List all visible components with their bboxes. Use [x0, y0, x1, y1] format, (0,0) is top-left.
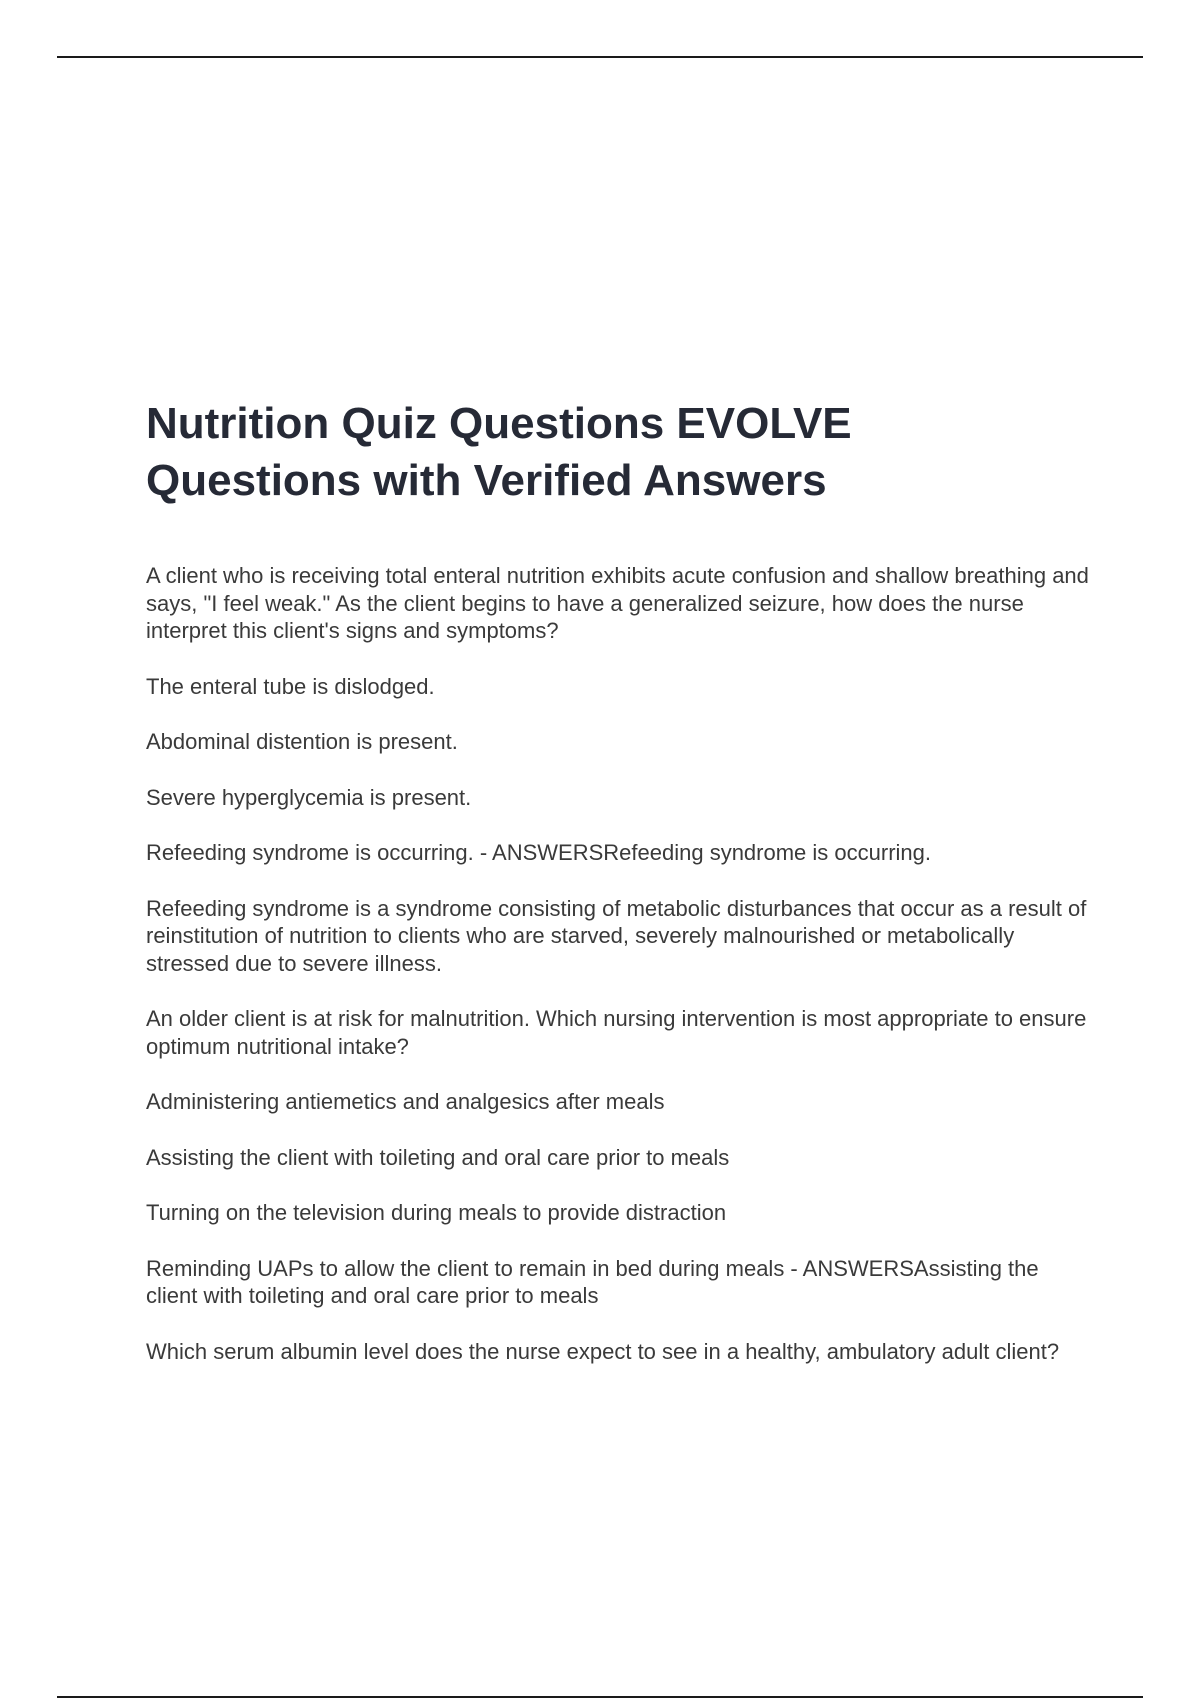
- document-title: [146, 395, 1096, 509]
- question-1-option-a: The enteral tube is dislodged.: [146, 673, 435, 699]
- bottom-rule: [57, 1696, 1143, 1698]
- question-2-option-d-answer: Reminding UAPs to allow the client to remain in bed during meals - ANSWERSAssisting the client with toileting and oral care prior to meals: [146, 1255, 1039, 1308]
- question-2-option-c: Turning on the television during meals to provide distraction: [146, 1200, 727, 1225]
- question-1-stem: A client who is receiving total enteral nutrition exhibits acute confusion and shallow breathing and says, "I feel weak." As the client begins to have a generalized seizure, how does the nurse interpret this client's signs and symptoms?: [146, 563, 1089, 643]
- document-body: [146, 395, 1096, 1393]
- question-list: [146, 562, 1096, 1365]
- question-1-rationale: Refeeding syndrome is a syndrome consisting of metabolic disturbances that occur as a result of reinstitution of nutrition to clients who are starved, severely malnourished or metabolically stressed due to severe illness.: [146, 895, 1087, 976]
- top-rule: [57, 56, 1143, 58]
- question-2-option-b: Assisting the client with toileting and oral care prior to meals: [146, 1144, 730, 1170]
- question-2-stem: An older client is at risk for malnutrition. Which nursing intervention is most appropriate to ensure optimum nutritional intake?: [146, 1006, 1087, 1059]
- question-1-option-c: Severe hyperglycemia is present.: [146, 784, 472, 810]
- question-1-option-d-answer: Refeeding syndrome is occurring. - ANSWERSRefeeding syndrome is occurring.: [146, 840, 931, 865]
- question-3-stem: Which serum albumin level does the nurse expect to see in a healthy, ambulatory adult client?: [146, 1338, 1060, 1364]
- question-2-option-a: Administering antiemetics and analgesics after meals: [146, 1089, 665, 1114]
- title-line-1: Nutrition Quiz Questions EVOLVE: [146, 399, 852, 448]
- question-1-option-b: Abdominal distention is present.: [146, 729, 458, 754]
- title-line-2: Questions with Verified Answers: [146, 456, 827, 505]
